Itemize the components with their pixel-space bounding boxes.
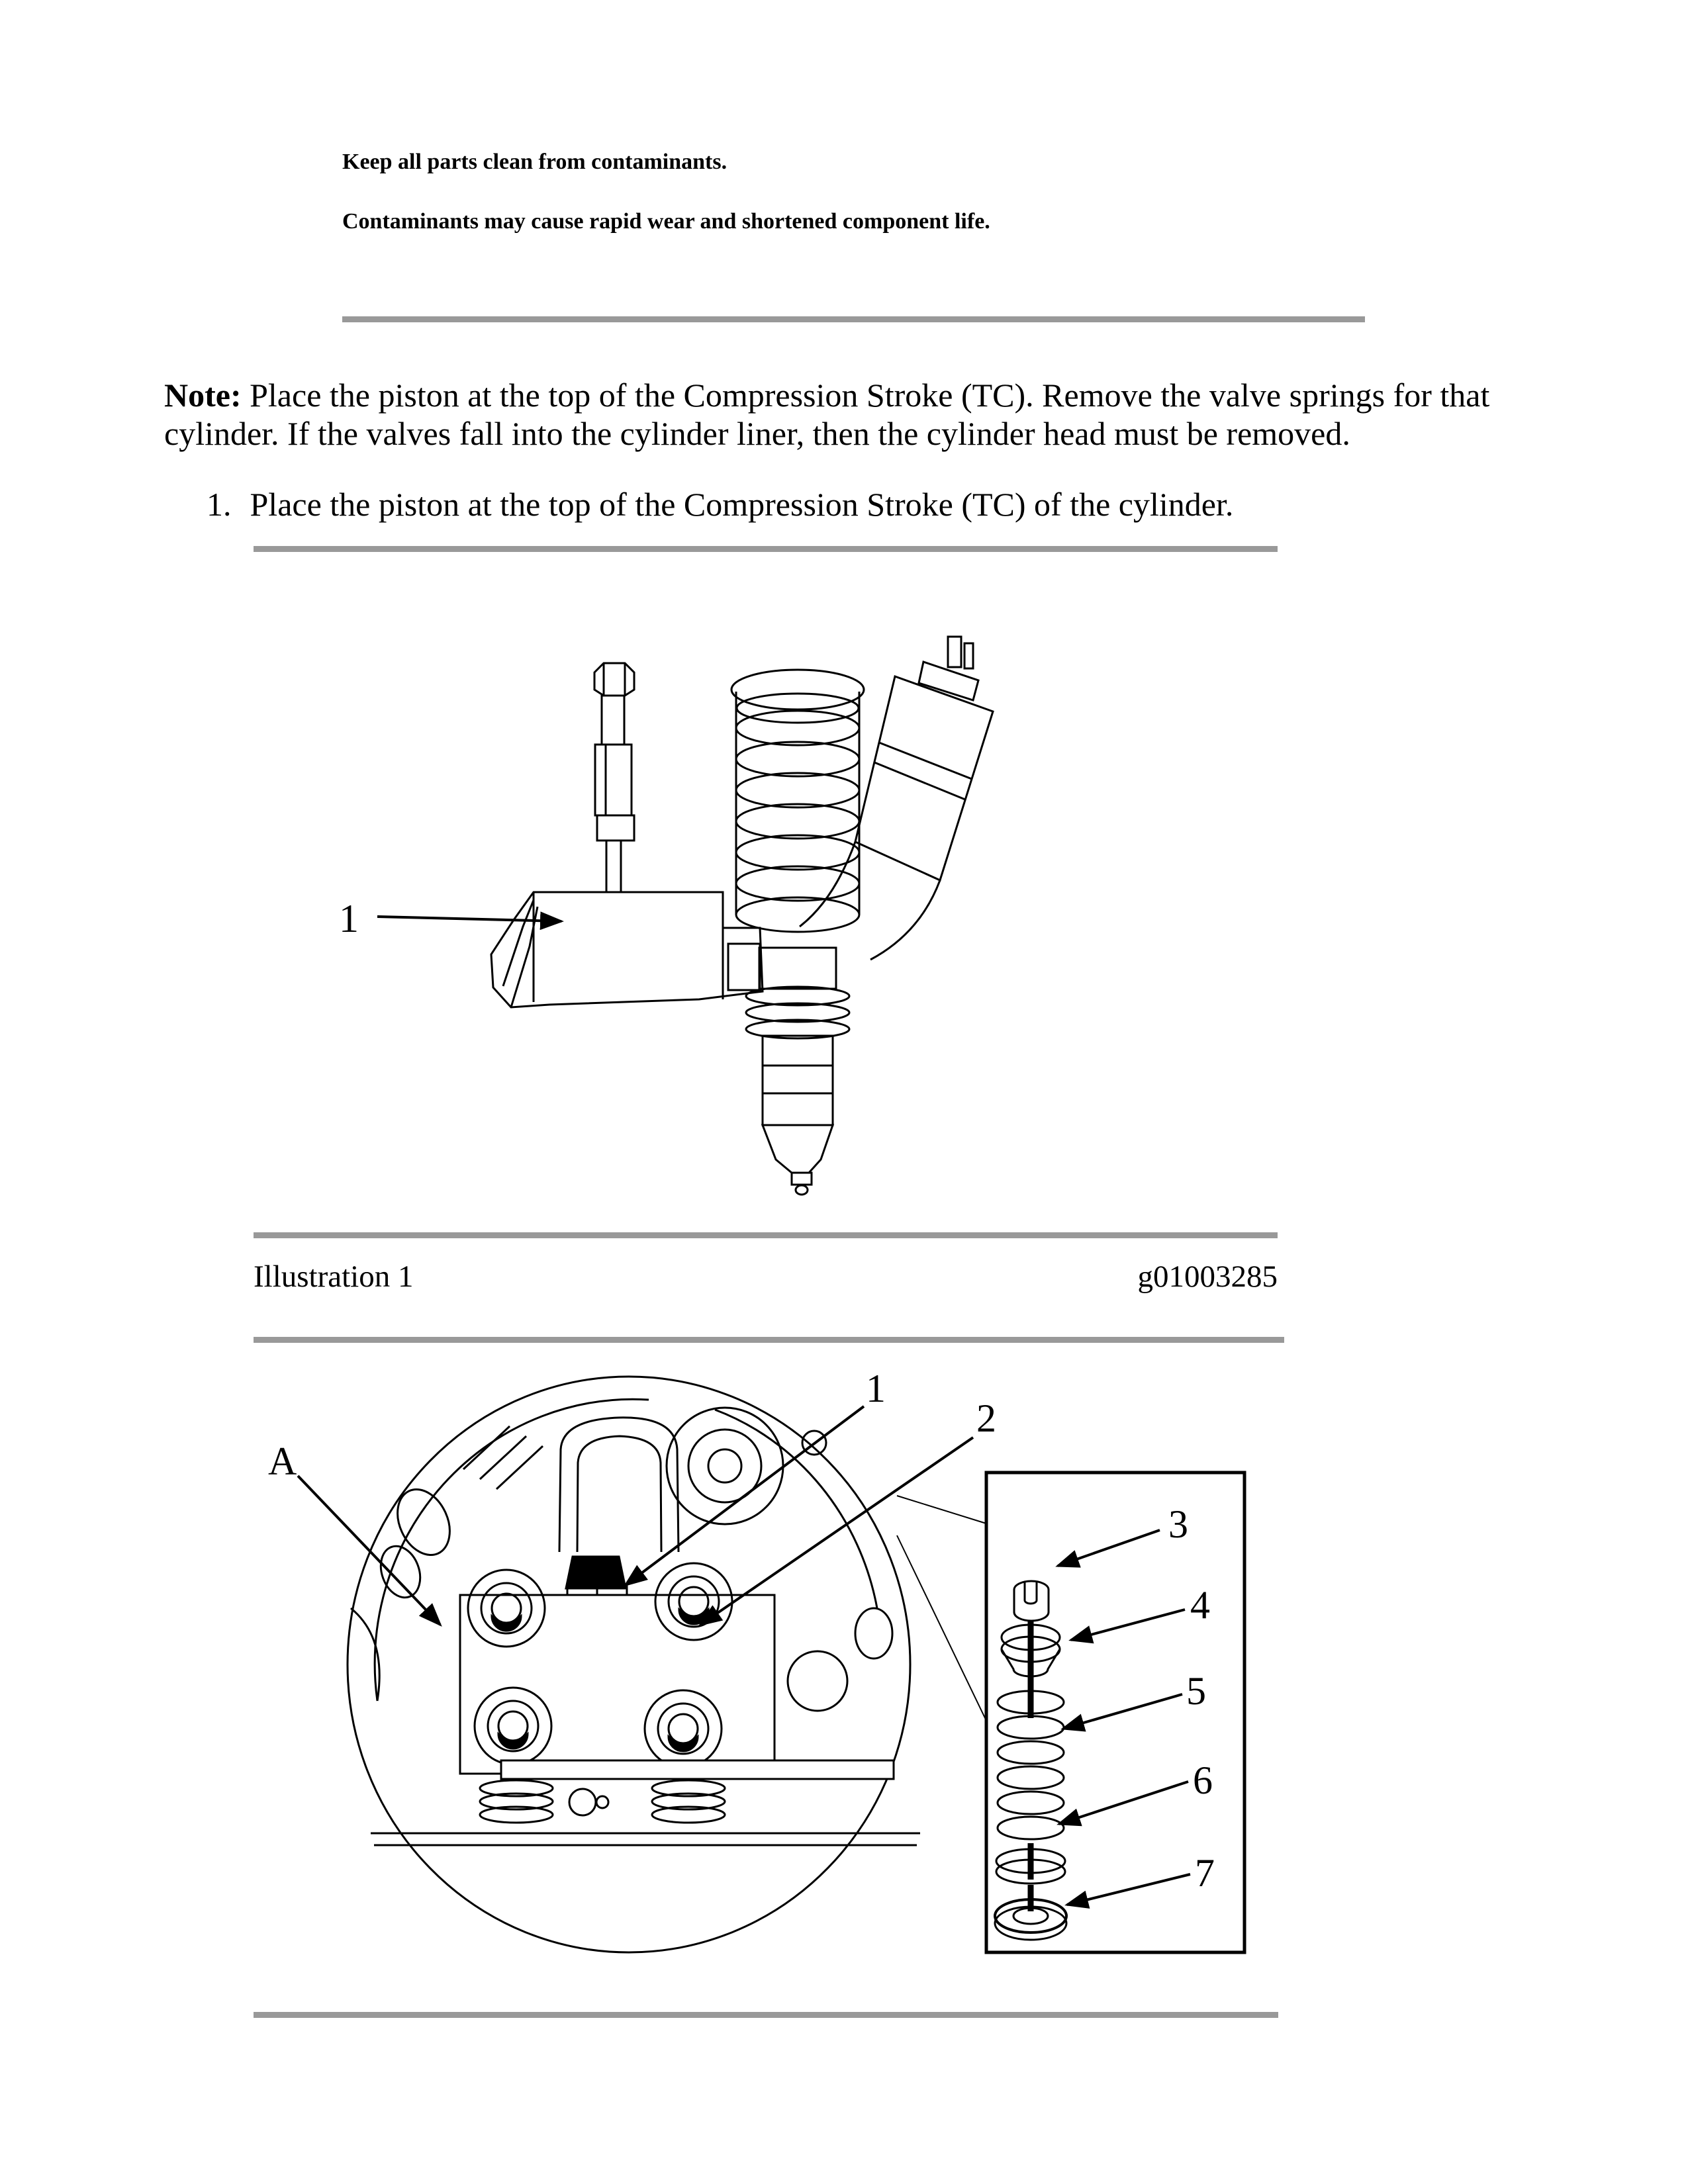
illustration2-callout-arrow-a [298,1476,440,1625]
illustration-1-figure [305,615,1046,1211]
step-text: Place the piston at the top of the Compression Stroke (TC) of the cylinder. [250,486,1234,523]
note-paragraph [164,376,1528,453]
divider-page-bottom [254,2012,1278,2018]
cylinder-head-drawing [348,1377,920,1952]
divider-warning-bottom [342,316,1365,322]
step-item-1 [207,485,1233,523]
illustration2-callout-label-6: 6 [1193,1758,1213,1802]
illustration-1-figure-id: g01003285 [1137,1259,1278,1294]
detail-box-projection-line-bottom [897,1535,986,1721]
note-text: Place the piston at the top of the Compression Stroke (TC). Remove the valve springs for that cylinder. If the valves fall into the cylinder liner, then the cylinder head must be removed. [164,377,1490,452]
divider-above-illustration-1 [254,546,1278,552]
illustration2-callout-label-1: 1 [866,1367,886,1410]
illustration2-callout-label-4: 4 [1190,1583,1210,1627]
divider-below-illustration-1 [254,1232,1278,1238]
illustration1-callout-label-1: 1 [339,897,359,940]
fuel-injector-drawing [731,637,993,1195]
detail-box-projection-line-top [897,1496,986,1524]
illustration-1-caption: Illustration 1 [254,1259,414,1294]
note-label: Note: [164,377,242,414]
illustration2-callout-label-a: A [268,1439,297,1483]
step-number: 1. [207,486,232,523]
illustration2-callout-label-3: 3 [1168,1502,1188,1546]
illustration2-callout-label-7: 7 [1195,1851,1215,1895]
divider-above-illustration-2 [254,1337,1284,1343]
illustration2-callout-label-2: 2 [976,1396,996,1440]
illustration-2-figure [252,1357,1264,1966]
injector-clamp-tool-drawing [491,663,763,1007]
illustration2-callout-label-5: 5 [1186,1669,1206,1713]
illustration-1-caption-row [254,1259,1278,1294]
warning-line-2: Contaminants may cause rapid wear and shortened component life. [342,209,990,234]
warning-line-1: Keep all parts clean from contaminants. [342,150,727,174]
